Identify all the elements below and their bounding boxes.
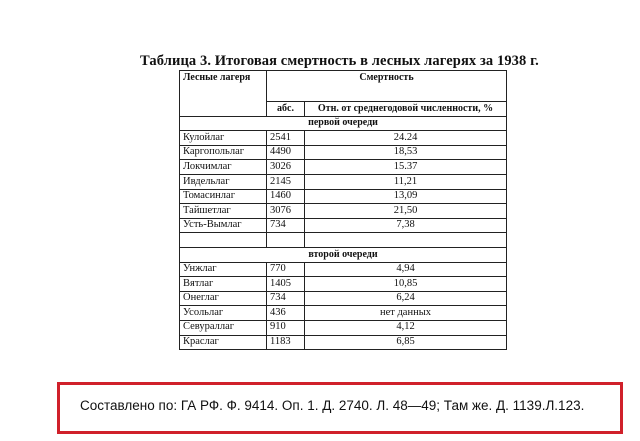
spacer-cell (180, 233, 267, 248)
rel-value-cell: 7,38 (305, 218, 507, 233)
table-row (180, 131, 507, 146)
header-camps: Лесные лагеря (180, 71, 267, 117)
header-mortality: Смертность (267, 71, 507, 102)
abs-value-cell: 910 (267, 320, 305, 335)
table-row (180, 204, 507, 219)
table-row (180, 335, 507, 350)
camp-name-cell: Ивдельлаг (180, 174, 267, 189)
abs-value-cell: 2541 (267, 131, 305, 146)
abs-value-cell: 734 (267, 218, 305, 233)
table-row (180, 291, 507, 306)
camp-name-cell: Тайшетлаг (180, 204, 267, 219)
abs-value-cell: 1183 (267, 335, 305, 350)
section-header-row (180, 116, 507, 131)
abs-value-cell: 1460 (267, 189, 305, 204)
rel-value-cell: 24.24 (305, 131, 507, 146)
abs-value-cell: 1405 (267, 277, 305, 292)
table-row (180, 189, 507, 204)
abs-value-cell: 2145 (267, 174, 305, 189)
header-abs: абс. (267, 102, 305, 117)
table-title: Таблица 3. Итоговая смертность в лесных лагерях за 1938 г. (140, 53, 539, 69)
camp-name-cell: Усольлаг (180, 306, 267, 321)
rel-value-cell: 21,50 (305, 204, 507, 219)
table-row (180, 277, 507, 292)
spacer-cell (305, 233, 507, 248)
table-row (180, 145, 507, 160)
source-note-text: Составлено по: ГА РФ. Ф. 9414. Оп. 1. Д. 2740. Л. 48—49; Там же. Д. 1139.Л.123. (80, 398, 585, 413)
section-label: второй очереди (180, 247, 507, 262)
abs-value-cell: 4490 (267, 145, 305, 160)
camp-name-cell: Локчимлаг (180, 160, 267, 175)
section-spacer-row (180, 233, 507, 248)
rel-value-cell: 11,21 (305, 174, 507, 189)
section-label: первой очереди (180, 116, 507, 131)
rel-value-cell: 10,85 (305, 277, 507, 292)
camp-name-cell: Каргопольлаг (180, 145, 267, 160)
source-note-box (57, 382, 623, 434)
camp-name-cell: Онеглаг (180, 291, 267, 306)
table-row (180, 218, 507, 233)
table-row (180, 174, 507, 189)
abs-value-cell: 3076 (267, 204, 305, 219)
rel-value-cell: 4,94 (305, 262, 507, 277)
section-header-row (180, 247, 507, 262)
abs-value-cell: 734 (267, 291, 305, 306)
abs-value-cell: 3026 (267, 160, 305, 175)
table-row (180, 262, 507, 277)
rel-value-cell: нет данных (305, 306, 507, 321)
rel-value-cell: 18,53 (305, 145, 507, 160)
camp-name-cell: Унжлаг (180, 262, 267, 277)
table-row (180, 306, 507, 321)
abs-value-cell: 770 (267, 262, 305, 277)
table-row (180, 160, 507, 175)
mortality-table (179, 70, 507, 350)
camp-name-cell: Усть-Вымлаг (180, 218, 267, 233)
abs-value-cell: 436 (267, 306, 305, 321)
table-row (180, 320, 507, 335)
camp-name-cell: Вятлаг (180, 277, 267, 292)
camp-name-cell: Кулойлаг (180, 131, 267, 146)
rel-value-cell: 6,24 (305, 291, 507, 306)
rel-value-cell: 13,09 (305, 189, 507, 204)
rel-value-cell: 4,12 (305, 320, 507, 335)
camp-name-cell: Краслаг (180, 335, 267, 350)
camp-name-cell: Севураллаг (180, 320, 267, 335)
rel-value-cell: 6,85 (305, 335, 507, 350)
header-rel: Отн. от среднегодовой численности, % (305, 102, 507, 117)
rel-value-cell: 15.37 (305, 160, 507, 175)
camp-name-cell: Томасинлаг (180, 189, 267, 204)
spacer-cell (267, 233, 305, 248)
table-header-row-1 (180, 71, 507, 102)
